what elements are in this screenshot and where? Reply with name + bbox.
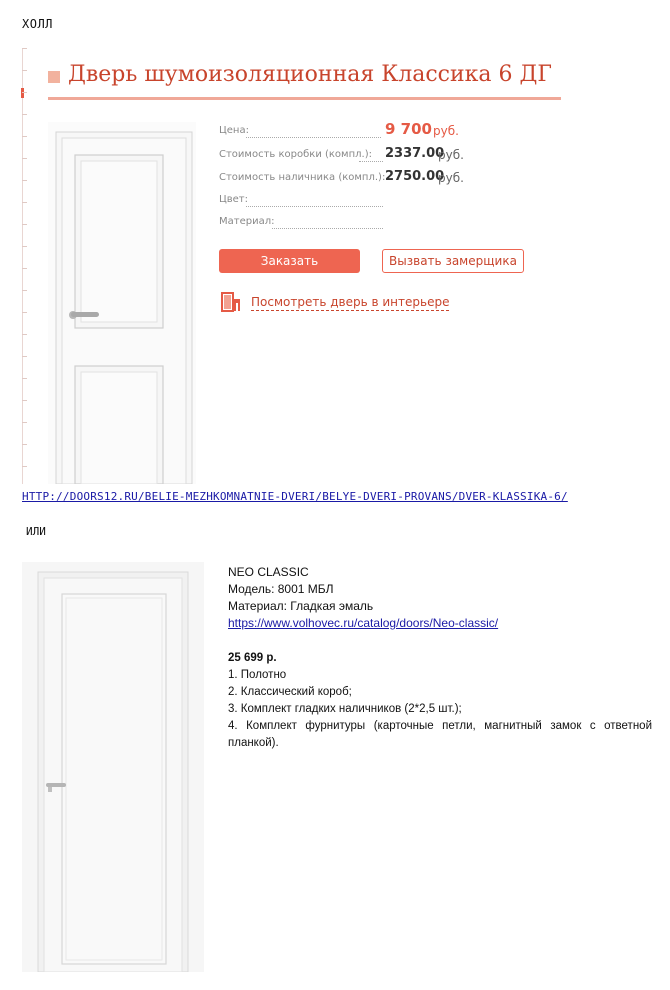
ruler-tick xyxy=(22,136,27,137)
material-label: Материал: xyxy=(219,216,275,227)
ruler-tick xyxy=(22,400,27,401)
product2-details xyxy=(228,650,652,752)
section-label: ХОЛЛ xyxy=(22,17,53,31)
price-row xyxy=(219,120,459,141)
title-underline xyxy=(48,97,561,100)
view-in-interior-text: Посмотреть дверь в интерьере xyxy=(251,295,450,309)
material-row xyxy=(219,216,274,232)
ruler-tick xyxy=(22,246,27,247)
color-label: Цвет: xyxy=(219,194,249,205)
door-interior-icon xyxy=(219,290,243,314)
ruler-tick xyxy=(22,422,27,423)
price-label: Цена: xyxy=(219,125,249,136)
product2-name: NEO CLASSIC xyxy=(228,565,309,579)
ruler-tick xyxy=(22,268,27,269)
ruler-tick xyxy=(22,70,27,71)
product2-material: Материал: Гладкая эмаль xyxy=(228,599,374,613)
trim-cost-value: 2750.00 xyxy=(385,169,445,184)
product-title-text: Дверь шумоизоляционная Классика 6 ДГ xyxy=(68,62,552,87)
product2-model: Модель: 8001 МБЛ xyxy=(228,582,334,596)
ruler-tick xyxy=(22,48,27,49)
box-cost-value: 2337.00 xyxy=(385,146,445,161)
ruler-tick xyxy=(22,466,27,467)
trim-cost-currency: руб. xyxy=(438,171,464,185)
list-item: 2. Классический короб; xyxy=(228,686,352,698)
price-currency: руб. xyxy=(433,124,459,138)
ruler-tick xyxy=(22,378,27,379)
product2-price: 25 699 р. xyxy=(228,652,277,664)
list-item: 3. Комплект гладких наличников (2*2,5 шт.); xyxy=(228,703,462,715)
product2-url-link[interactable]: https://www.volhovec.ru/catalog/doors/Neo-classic/ xyxy=(228,616,499,630)
color-row xyxy=(219,194,248,210)
call-measurer-button[interactable]: Вызвать замерщика xyxy=(382,249,524,273)
page-ruler xyxy=(22,48,23,484)
product2-info xyxy=(228,564,498,632)
list-item: 1. Полотно xyxy=(228,669,287,681)
trim-cost-row xyxy=(219,169,464,188)
ruler-tick xyxy=(22,290,27,291)
door-image-neo-classic xyxy=(22,562,204,972)
box-cost-label: Стоимость коробки (компл.): xyxy=(219,149,372,160)
box-cost-currency: руб. xyxy=(438,148,464,162)
product-title xyxy=(48,62,561,100)
or-label: ИЛИ xyxy=(26,525,46,538)
ruler-tick xyxy=(22,158,27,159)
ruler-tick xyxy=(22,114,27,115)
ruler-tick xyxy=(22,444,27,445)
box-cost-row xyxy=(219,146,464,165)
list-item: 4. Комплект фурнитуры (карточные петли, магнитный замок с ответной планкой). xyxy=(228,720,652,749)
ruler-tick xyxy=(22,224,27,225)
ruler-tick xyxy=(22,92,27,93)
ruler-tick xyxy=(22,356,27,357)
ruler-tick xyxy=(22,180,27,181)
trim-cost-label: Стоимость наличника (компл.): xyxy=(219,172,386,183)
order-button[interactable]: Заказать xyxy=(219,249,360,273)
ruler-tick xyxy=(22,202,27,203)
ruler-accent-mark xyxy=(21,88,24,98)
price-value: 9 700 xyxy=(385,120,432,138)
ruler-tick xyxy=(22,312,27,313)
title-square-icon xyxy=(48,71,60,83)
ruler-tick xyxy=(22,334,27,335)
product1-url-link[interactable]: HTTP://DOORS12.RU/BELIE-MEZHKOMNATNIE-DVERI/BELYE-DVERI-PROVANS/DVER-KLASSIKA-6/ xyxy=(22,490,568,503)
door-image-klassika xyxy=(48,122,196,484)
